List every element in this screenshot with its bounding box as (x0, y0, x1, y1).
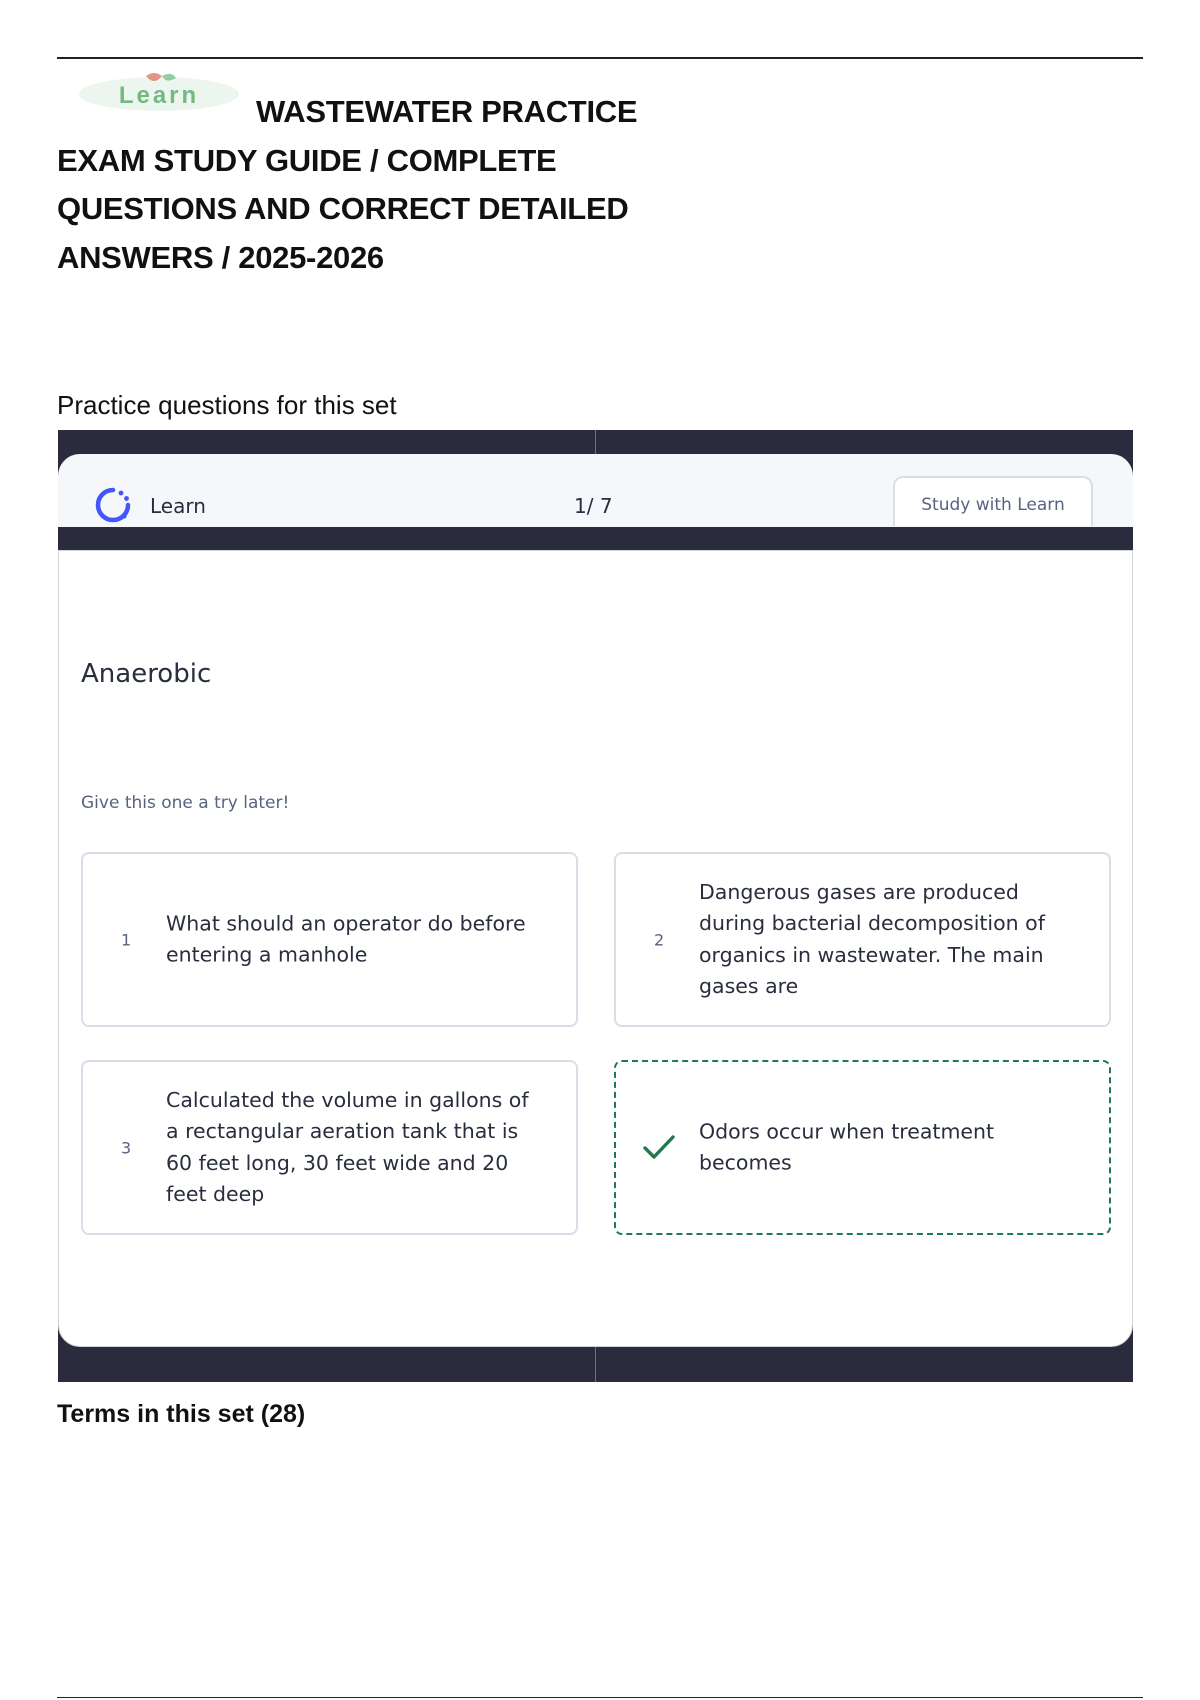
option-text: Dangerous gases are produced during bacterial decomposition of organics in wastewater. The main gases are (699, 879, 1045, 998)
title-line-2: EXAM STUDY GUIDE / COMPLETE (57, 142, 557, 178)
study-with-learn-button[interactable]: Study with Learn (893, 476, 1093, 526)
answer-option-3[interactable] (81, 1060, 578, 1235)
option-text: Odors occur when treatment becomes (699, 1119, 995, 1175)
option-number: 1 (121, 930, 132, 949)
answer-option-correct[interactable] (614, 1060, 1111, 1235)
learn-card-header (58, 454, 1133, 527)
option-number: 3 (121, 1138, 132, 1157)
document-title (57, 88, 697, 282)
title-line-4: ANSWERS / 2025-2026 (57, 239, 384, 275)
learn-progress-icon (94, 486, 132, 524)
practice-heading: Practice questions for this set (57, 390, 397, 420)
option-text: What should an operator do before entering a manhole (166, 911, 526, 967)
option-text: Calculated the volume in gallons of a rectangular aeration tank that is 60 feet long, 30 feet wide and 20 feet deep (166, 1087, 529, 1206)
progress-counter: 1/ 7 (574, 494, 613, 518)
hint-text: Give this one a try later! (81, 793, 290, 813)
top-rule (57, 57, 1143, 59)
learn-mode-label: Learn (150, 494, 206, 518)
terms-heading: Terms in this set (28) (57, 1400, 306, 1428)
svg-text:Learn: Learn (118, 82, 200, 109)
title-line-3: QUESTIONS AND CORRECT DETAILED (57, 191, 629, 226)
option-number: 2 (654, 930, 665, 949)
learn-card-body (58, 550, 1133, 1347)
title-line-1: WASTEWATER PRACTICE (256, 94, 638, 129)
term-prompt: Anaerobic (81, 659, 212, 689)
check-icon (642, 1133, 676, 1163)
bottom-rule (57, 1697, 1143, 1698)
answer-option-1[interactable] (81, 852, 578, 1027)
answer-option-2[interactable] (614, 852, 1111, 1027)
